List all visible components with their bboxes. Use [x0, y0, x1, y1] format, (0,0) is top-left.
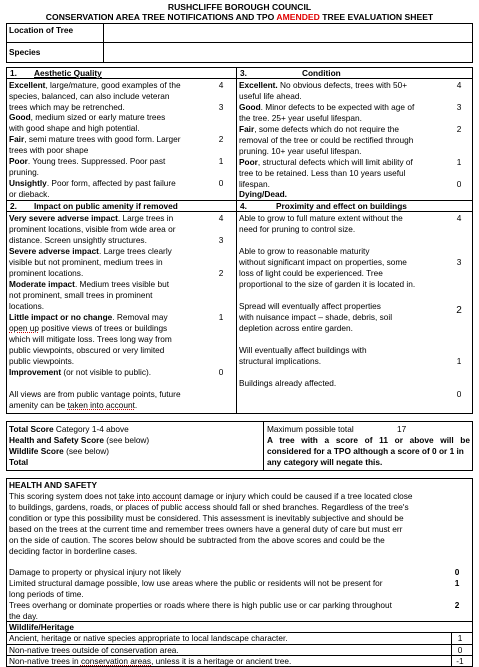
s1-number: 1. — [10, 68, 17, 78]
s1-unsightly: Unsightly. Poor form, affected by past failure — [9, 178, 176, 188]
s2-number: 2. — [10, 201, 17, 211]
s4-spread-line2: with nuisance impact – shade, debris, soil — [239, 312, 393, 322]
tpo-rule-line1: A tree with a score of 11 or above will be — [267, 435, 470, 445]
s3-score: 3 — [456, 102, 462, 112]
s1-score: 3 — [218, 102, 224, 112]
s4-full-mature-line1: Able to grow to full mature extent without the — [239, 213, 403, 223]
s4-reasonable-line2: without significant impact on properties, some — [239, 257, 407, 267]
hs-item-not-likely: Damage to property or physical injury not likely — [9, 567, 182, 577]
s4-spread-line1: Spread will eventually affect properties — [239, 301, 381, 311]
s3-score: 0 — [456, 179, 462, 189]
s3-good: Good. Minor defects to be expected with age of — [239, 102, 415, 112]
s4-full-mature-line2: need for pruning to control size. — [239, 224, 356, 234]
s4-reasonable-line3: loss of light could be experienced. Tree — [239, 268, 383, 278]
total-score-label: Total Score Category 1-4 above — [9, 424, 129, 434]
s3-poor-line3: lifespan. — [239, 179, 270, 189]
s1-poor: Poor. Young trees. Suppressed. Poor past — [9, 156, 166, 166]
s1-score: 2 — [218, 134, 224, 144]
s1-excellent-line3: trees which may be retrenched. — [9, 102, 125, 112]
s3-fair-line2: removal of the tree or could be rectified through — [239, 135, 414, 145]
hs-item-overhang-line1: Trees overhang or dominate properties or roads where there is high public use or car parking throughout — [9, 600, 392, 610]
s3-number: 3. — [240, 68, 247, 78]
wildlife-score: 0 — [457, 645, 463, 655]
wildlife-score: 1 — [457, 633, 463, 643]
s4-reasonable-line1: Able to grow to reasonable maturity — [239, 246, 370, 256]
s1-fair: Fair, semi mature trees with good form. Larger — [9, 134, 181, 144]
sheet-title: CONSERVATION AREA TREE NOTIFICATIONS AND TPO AMENDED TREE EVALUATION SHEET — [45, 12, 434, 22]
health-safety-score-label: Health and Safety Score (see below) — [9, 435, 150, 445]
hs-para-line2: to buildings, gardens, roads, or places of public access should fall or shed branches. Regardless of the tree's — [9, 502, 409, 512]
s4-score: 4 — [456, 213, 462, 223]
s3-poor-line2: tree to be retained. Less than 10 years useful — [239, 168, 406, 178]
s1-score: 4 — [218, 80, 224, 90]
health-safety-heading: HEALTH AND SAFETY — [9, 480, 98, 490]
s4-structural-line1: Will eventually affect buildings with — [239, 345, 367, 355]
hs-score: 1 — [454, 578, 460, 588]
s4-score: 3 — [456, 257, 462, 267]
s4-reasonable-line4: proportional to the size of garden it is located in. — [239, 279, 416, 289]
s1-excellent: Excellent, large/mature, good examples of the — [9, 80, 181, 90]
hs-item-limited-line2: long periods of time. — [9, 589, 84, 599]
max-total-label: Maximum possible total — [267, 424, 354, 434]
hs-para-line1: This scoring system does not take into account damage or injury which could be caused if a tree located close — [9, 491, 413, 501]
s2-improvement: Improvement (or not visible to public). — [9, 367, 152, 377]
s2-very-severe: Very severe adverse impact. Large trees in — [9, 213, 174, 223]
s2-very-severe-line3: distance. Screen unsightly structures. — [9, 235, 147, 245]
s2-heading: Impact on public amenity if removed — [34, 201, 178, 211]
hs-item-overhang-line2: the day. — [9, 611, 38, 621]
s2-severe: Severe adverse impact. Large trees clearly — [9, 246, 172, 256]
s3-fair-line3: pruning. 10+ year useful lifespan. — [239, 146, 362, 156]
hs-para-line3: condition or type this possibility must be considered. This assessment is inevitably subjective and should be — [9, 513, 404, 523]
s1-good: Good, medium sized or early mature trees — [9, 112, 166, 122]
council-title: RUSHCLIFFE BOROUGH COUNCIL — [167, 2, 312, 12]
wildlife-heading: Wildlife/Heritage — [9, 622, 74, 632]
s2-score: 1 — [218, 312, 224, 322]
s2-score: 3 — [218, 235, 224, 245]
hs-item-limited-line1: Limited structural damage possible, low use areas where the public or residents will not be present for — [9, 578, 383, 588]
s4-number: 4. — [240, 201, 247, 211]
s2-score: 4 — [218, 213, 224, 223]
s1-score: 1 — [218, 156, 224, 166]
s3-good-line2: the tree. 25+ year useful lifespan. — [239, 113, 362, 123]
hs-para-line5: on the side of caution. The scores below should be subtracted from the above scores and could be the — [9, 535, 385, 545]
hs-score: 0 — [454, 567, 460, 577]
s1-excellent-line2: species, balanced, can also include veteran — [9, 91, 170, 101]
s2-score: 2 — [218, 268, 224, 278]
s1-fair-line2: trees with poor shape — [9, 145, 89, 155]
s2-note-line1: All views are from public vantage points, future — [9, 389, 181, 399]
s3-excellent: Excellent. No obvious defects, trees with 50+ — [239, 80, 408, 90]
s2-moderate: Moderate impact. Medium trees visible but — [9, 279, 170, 289]
hs-score: 2 — [454, 600, 460, 610]
s1-unsightly-line2: or dieback. — [9, 189, 50, 199]
hs-para-line6: deciding factor in borderline cases. — [9, 546, 138, 556]
s2-very-severe-line2: prominent locations, visible from wide area or — [9, 224, 176, 234]
s4-score: 1 — [456, 356, 462, 366]
s4-already-affected: Buildings already affected. — [239, 378, 337, 388]
wildlife-score-label: Wildlife Score (see below) — [9, 446, 109, 456]
s4-spread-line3: depletion across entire garden. — [239, 323, 353, 333]
wildlife-item-ancient: Ancient, heritage or native species appropriate to local landscape character. — [9, 633, 288, 643]
s2-score: 0 — [218, 367, 224, 377]
s4-heading: Proximity and effect on buildings — [276, 201, 407, 211]
s2-severe-line2: visible but not prominent, medium trees in — [9, 257, 163, 267]
s3-dying-dead: Dying/Dead. — [239, 189, 287, 199]
s2-little: Little impact or no change. Removal may — [9, 312, 168, 322]
wildlife-item-non-native-outside: Non-native trees outside of conservation area. — [9, 645, 179, 655]
s3-poor: Poor, structural defects which will limit ability of — [239, 157, 413, 167]
location-species-box — [6, 23, 473, 63]
location-label: Location of Tree — [9, 25, 74, 35]
wildlife-score: -1 — [456, 656, 464, 666]
max-total-value: 17 — [397, 424, 407, 434]
wildlife-item-non-native-in: Non-native trees in conservation areas, unless it is a heritage or ancient tree. — [9, 656, 292, 666]
s2-moderate-line2: not prominent, small trees in prominent — [9, 290, 153, 300]
s2-little-line5: public viewpoints. — [9, 356, 75, 366]
hs-para-line4: based on the trees at the current time and remember trees owners have a general duty of care but must err — [9, 524, 403, 534]
tpo-rule-line2: considered for a TPO although a score of 0 or 1 in — [267, 446, 464, 456]
s4-score: 0 — [456, 389, 462, 399]
grand-total-label: Total — [9, 457, 29, 467]
s1-good-line2: with good shape and high potential. — [9, 123, 140, 133]
s2-severe-line3: prominent locations. — [9, 268, 84, 278]
s3-score: 4 — [456, 80, 462, 90]
s1-score: 0 — [218, 178, 224, 188]
s4-score: 2 — [456, 305, 462, 316]
s3-fair: Fair, some defects which do not require the — [239, 124, 400, 134]
s3-score: 2 — [456, 124, 462, 134]
tpo-rule-line3: any category will negate this. — [267, 457, 383, 467]
species-label: Species — [9, 47, 41, 57]
s2-note-line2: amenity can be taken into account. — [9, 400, 138, 410]
s1-heading: Aesthetic Quality — [34, 68, 102, 78]
s2-little-line4: public viewpoints, obscured or very limited — [9, 345, 165, 355]
s1-poor-line2: pruning. — [9, 167, 39, 177]
s3-excellent-line2: useful life ahead. — [239, 91, 302, 101]
s3-heading: Condition — [302, 68, 341, 78]
s2-little-line3: which will mitigate loss. Trees long way from — [9, 334, 172, 344]
s2-little-line2: open up positive views of trees or buildings — [9, 323, 168, 333]
amended-label: AMENDED — [276, 12, 320, 22]
s2-moderate-line3: locations. — [9, 301, 45, 311]
s3-score: 1 — [456, 157, 462, 167]
s4-structural-line2: structural implications. — [239, 356, 322, 366]
